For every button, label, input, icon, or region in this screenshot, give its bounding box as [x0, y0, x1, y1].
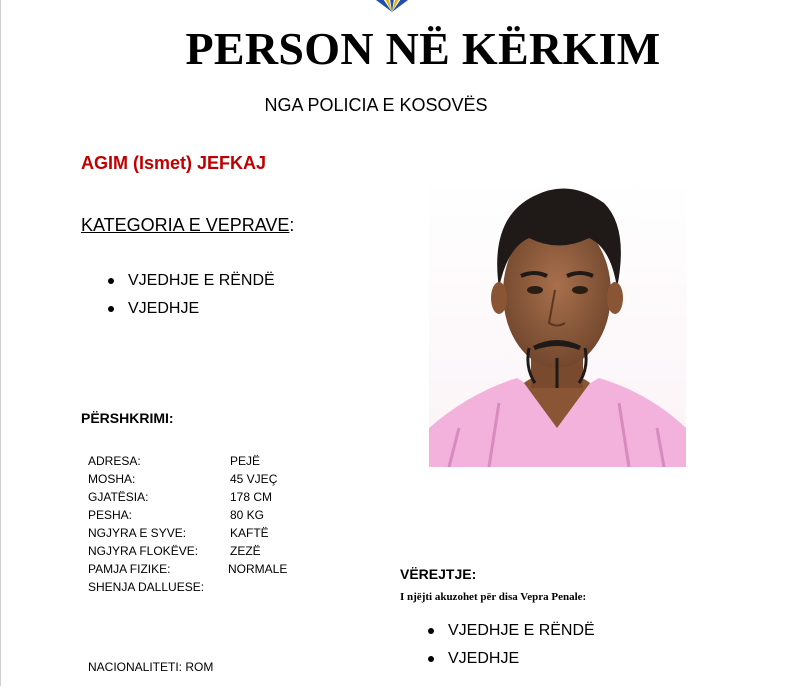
description-value: KAFTË: [230, 526, 269, 540]
description-label: ADRESA:: [88, 454, 141, 468]
description-value: 45 VJEÇ: [230, 472, 278, 486]
list-item: VJEDHJE E RËNDË: [424, 617, 595, 645]
remarks-heading: VËREJTJE:: [400, 566, 477, 582]
offence-category-list: [104, 267, 275, 323]
table-row: [88, 560, 287, 578]
description-label: MOSHA:: [88, 472, 136, 486]
description-value: NORMALE: [228, 562, 288, 576]
description-value: 178 CM: [230, 490, 273, 504]
table-row: [88, 470, 287, 488]
description-label: NGJYRA FLOKËVE:: [88, 544, 199, 558]
description-value: PEJË: [230, 454, 261, 468]
table-row: [88, 506, 287, 524]
offence-category-heading: [81, 215, 294, 236]
wanted-person-name: AGIM (Ismet) JEFKAJ: [81, 153, 267, 173]
description-table: [88, 452, 287, 596]
table-row: [88, 452, 287, 470]
category-heading-text: KATEGORIA E VEPRAVE: [81, 215, 290, 235]
table-row: [88, 524, 287, 542]
table-row: [88, 542, 287, 560]
nationality-text: NACIONALITETI: ROM: [88, 660, 214, 674]
list-item: VJEDHJE E RËNDË: [104, 267, 275, 295]
description-value: 80 KG: [230, 508, 265, 522]
list-item: VJEDHJE: [104, 295, 275, 323]
description-label: GJATËSIA:: [88, 490, 149, 504]
description-label: PESHA:: [88, 508, 133, 522]
poster-subtitle: NGA POLICIA E KOSOVËS: [264, 95, 488, 115]
remarks-text: I njëjti akuzohet për disa Vepra Penale:: [400, 591, 587, 603]
category-heading-colon: :: [289, 215, 295, 235]
description-value: ZEZË: [230, 544, 261, 558]
table-row: [88, 488, 287, 506]
description-label: NGJYRA E SYVE:: [88, 526, 187, 540]
suspect-photo: [429, 178, 686, 467]
poster-title: PERSON NË KËRKIM: [185, 23, 661, 74]
police-star-emblem-icon: [372, 0, 412, 12]
description-label: PAMJA FIZIKE:: [88, 562, 171, 576]
remarks-offence-list: [424, 617, 595, 673]
description-heading: PËRSHKRIMI:: [81, 410, 174, 426]
description-label: SHENJA DALLUESE:: [88, 580, 205, 594]
list-item: VJEDHJE: [424, 645, 595, 673]
table-row: [88, 578, 287, 596]
